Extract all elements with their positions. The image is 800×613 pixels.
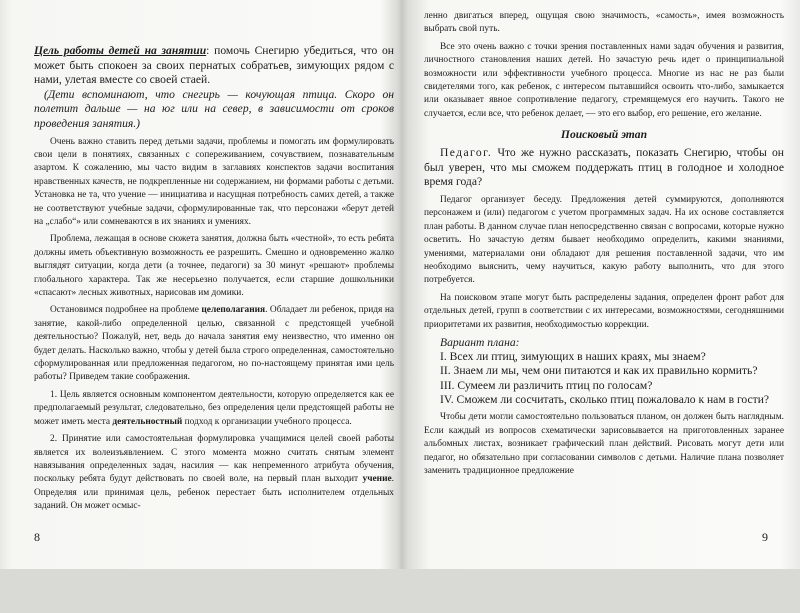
teacher-label: Педагог. <box>440 146 493 160</box>
left-paragraph-4 <box>34 389 394 429</box>
plan-item-3: III. Сумеем ли различить птиц по голосам? <box>440 378 653 392</box>
teacher-question <box>424 146 784 190</box>
p3-text-a: Остановимся подробнее на проблеме <box>50 305 202 316</box>
p5-text-b: . Определяя или принимая цель, ребенок перестает быть исполнителем отдельных заданий. Он может осмыс- <box>34 474 394 512</box>
left-page-number: 8 <box>34 530 40 544</box>
p4-text-b: подход к организации учебного процесса. <box>182 416 352 427</box>
goal-heading: Цель работы детей на занятии <box>34 44 207 57</box>
right-paragraph-2: Все это очень важно с точки зрения поставленных нами задач обучения и развития, личностного становления наших детей. Но зачастую речь идет о принципиальной возможности или эффективности учебного процесса. Многие из нас не раз были свидетелями того, как ребенок, с интересом пытавшийся освоить что-либо, замыкается или оказывает явное сопротивление педагогу, стремящемуся его научить. Такого не случается, если все, что ребенок делает, — это его выбор, его решение, его желание. <box>424 41 784 119</box>
left-paragraph-3 <box>34 304 394 384</box>
plan-item-2: II. Знаем ли мы, чем они питаются и как их правильно кормить? <box>440 364 758 378</box>
p3-text-b: . Обладает ли ребенок, придя на занятие, какой-либо определенной целью, связанной с предстоящей учебной деятельностью? Пожалуй, нет, ведь до начала занятия ему неизвестно, что именно он будет делать. Насколько важно, чтобы у детей была строго определенная, самостоятельно сформулированная или предложенная педагогом, но по-настоящему принятая ими цель работы? Приведем такие соображения. <box>34 305 394 383</box>
p5-bold-term: учение <box>362 474 392 485</box>
teacher-text: Что же нужно рассказать, показать Снегирю, чтобы он был уверен, что мы сможем поддержать птиц в голодное и холодное время года? <box>424 146 784 189</box>
left-page <box>34 0 394 613</box>
right-paragraph-3: Педагог организует беседу. Предложения детей суммируются, дополняются персонажем и (или) педагогом с учетом программных задач. На их основе составляется план работы. В данном случае план непосредственно связан с вопросами, которые нужно осветить. Но зачастую детям бывает необходимо определить, какими знаниями, умениями, материалами они обладают для решения поставленной задачи, что им необходимо выяснить, чему научиться, какую работу выполнить, что для этого потребуется. <box>424 195 784 286</box>
left-paragraph-5 <box>34 433 394 513</box>
p4-bold-term: деятельностный <box>112 416 183 427</box>
goal-paragraph <box>34 44 394 88</box>
right-paragraph-5: Чтобы дети могли самостоятельно пользоваться планом, он должен быть наглядным. Если каждый из вопросов схематически зарисовывается на приготовленных заранее альбомных листах, возникает графический план действий. Рисовать могут дети или педагог, но обязательно при согласовании символов с детьми. Наличие плана позволяет заменить традиционное предложение <box>424 412 784 476</box>
p5-text-a: 2. Принятие или самостоятельная формулировка учащимися целей своей работы является их волеизъявлением. С этого момента можно считать снятым элемент навязывания определенных задач, насилия — как непременного атрибута обучения, поскольку ребята будут действовать по своей воле, на первый план выходит <box>34 434 394 485</box>
section-title: Поисковый этап <box>560 128 648 142</box>
right-page-number: 9 <box>762 530 768 544</box>
right-paragraph-1: ленно двигаться вперед, ощущая свою значимость, «самость», имея возможность выбрать свой путь. <box>424 11 784 35</box>
plan-item-1: I. Всех ли птиц, зимующих в наших краях, мы знаем? <box>440 350 706 364</box>
p4-text-a: 1. Цель является основным компонентом деятельности, которую определяется как ее предполагаемый результат, следовательно, без определения цели предстоящей работы не может иметь места <box>34 389 394 427</box>
goal-text: : помочь Снегирю убедиться, что он может быть спокоен за своих пернатых собратьев, зимующих рядом с нами, улетая вместе со своей стаей. <box>34 44 394 87</box>
right-paragraph-4: На поисковом этапе могут быть распределены задания, определен фронт работ для отдельных детей, групп в соответствии с их интересами, возможностями, сегодняшними приоритетами их развития, необходимостью коррекции. <box>424 292 784 330</box>
plan-item-4: IV. Сможем ли сосчитать, сколько птиц пожаловало к нам в гости? <box>440 392 770 406</box>
plan-variant-label: Вариант плана: <box>440 336 520 350</box>
left-paragraph-2: Проблема, лежащая в основе сюжета занятия, должна быть «честной», то есть ребята должны иметь объективную возможность ее разрешить. Смешно и одновременно жалко выглядят ситуации, когда дети (а точнее, педагоги) за 30 минут «решают» проблемы глобального характера. Так же несерьезно получается, если старшие дошкольники «спасают» лесных животных, нарисовав им домики. <box>34 234 394 299</box>
p3-bold-term: целеполагания <box>201 305 266 316</box>
left-paragraph-1: Очень важно ставить перед детьми задачи, проблемы и помогать им формулировать свои цели в понятиях, связанных с сопереживанием, сочувствием, познавательным азартом. К сожалению, мы часто видим в заглавиях конспектов задачи воспитания нравственных качеств, не подкрепленные ни содержанием, ни формами работы с детьми. Установка не та, что учение — инициатива и насущная потребность самих детей, а также не соответствуют учебные задачи, сформулированные так, что персонажи «берут детей на „слабо“» или сомневаются в их знаниях и умениях. <box>34 136 394 227</box>
right-page <box>424 0 784 579</box>
children-note: (Дети вспоминают, что снегирь — кочующая птица. Скоро он полетит дальше — на юг или на север, в зависимости от сроков проведения занятия.) <box>34 87 394 130</box>
